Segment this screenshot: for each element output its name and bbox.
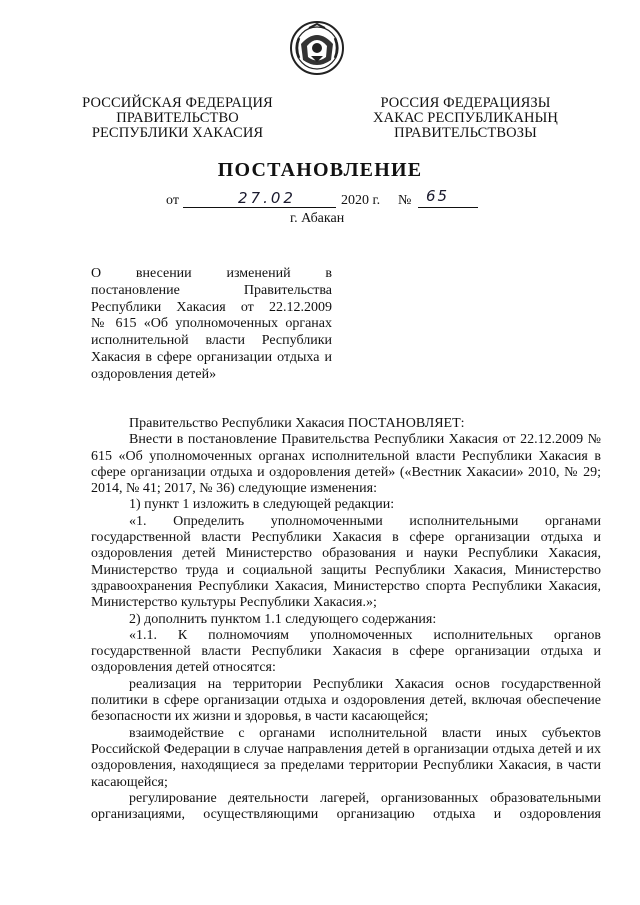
number-sign: №	[398, 193, 412, 208]
subject-line: оздоровления детей»	[91, 366, 217, 382]
coat-of-arms-emblem	[289, 20, 345, 76]
document-body	[91, 416, 601, 823]
header-right-line-3: ПРАВИТЕЛЬСТВОЗЫ	[394, 125, 537, 141]
paragraph-item-1-1-text: «1.1. К полномочиям уполномоченных исполнительных органов государственной власти Республики Хакасия в сфере организации отдыха и оздоровления детей относятся:	[91, 627, 601, 676]
date-year: 2020 г.	[341, 193, 381, 208]
subject-line: постановление Правительства	[91, 282, 332, 298]
paragraph-item-1: 1) пункт 1 изложить в следующей редакции:	[129, 497, 395, 513]
paragraph-item-1-text: «1. Определить уполномоченными исполнительными органами государственной власти Республики Хакасия в сфере организации отдыха и оздоровления детей Министерство образования и науки Республики Хакасия, Министерство труда и социальной защиты Республики Хакасия, Министерство здравоохранения Республики Хакасия, Министерство спорта Республики Хакасия, Министерство культуры Республики Хакасия.»;	[91, 513, 601, 611]
paragraph-amendments-intro: Внести в постановление Правительства Республики Хакасия от 22.12.2009 № 615 «Об уполномоченных органах исполнительной власти Республики Хакасия в сфере организации отдыха и оздоровления детей» («Вестник Хакасии» 2010, № 29; 2014, № 41; 2017, № 36) следующие изменения:	[91, 432, 601, 497]
subject-line: Республики Хакасия от 22.12.2009	[91, 299, 332, 315]
subject-line: О внесении изменений в	[91, 266, 332, 281]
date-underline	[183, 207, 336, 208]
header-left-russian	[80, 96, 275, 141]
paragraph-regulation: регулирование деятельности лагерей, организованных образовательными организациями, осуществляющими организацию отдыха и оздоровления	[91, 790, 601, 823]
date-number-line	[0, 187, 640, 211]
paragraph-implementation: реализация на территории Республики Хакасия основ государственной политики в сфере организации отдыха и оздоровления детей, включая обеспечение безопасности их жизни и здоровья, в части касающейся;	[91, 676, 601, 725]
header-left-line-1: РОССИЙСКАЯ ФЕДЕРАЦИЯ	[82, 95, 273, 111]
document-title: ПОСТАНОВЛЕНИЕ	[217, 159, 423, 181]
handwritten-number: 65	[426, 187, 450, 205]
header-left-line-3: РЕСПУБЛИКИ ХАКАСИЯ	[91, 125, 264, 141]
header-left-line-2: ПРАВИТЕЛЬСТВО	[116, 110, 239, 126]
number-underline	[418, 207, 478, 208]
header-right-line-1: РОССИЯ ФЕДЕРАЦИЯЗЫ	[380, 95, 551, 111]
paragraph-interaction: взаимодействие с органами исполнительной власти иных субъектов Российской Федерации в случае направления детей в организации отдыха детей и их оздоровления, находящиеся за пределами территории Республики Хакасия, в части касающейся;	[91, 725, 601, 790]
subject-block	[91, 266, 332, 384]
header-right-khakas	[368, 96, 563, 141]
paragraph-item-2: 2) дополнить пунктом 1.1 следующего содержания:	[129, 611, 437, 627]
paragraph-resolves: Правительство Республики Хакасия ПОСТАНОВЛЯЕТ:	[129, 416, 465, 431]
handwritten-date: 27.02	[238, 189, 296, 207]
subject-line: исполнительной власти Республики	[91, 333, 332, 349]
header-right-line-2: ХАКАС РЕСПУБЛИКАНЫҢ	[373, 110, 558, 126]
subject-line: № 615 «Об уполномоченных органах	[91, 316, 332, 332]
city-name: г. Абакан	[290, 211, 345, 226]
subject-line: Хакасия в сфере организации отдыха и	[91, 349, 332, 365]
date-prefix: от	[166, 193, 179, 208]
